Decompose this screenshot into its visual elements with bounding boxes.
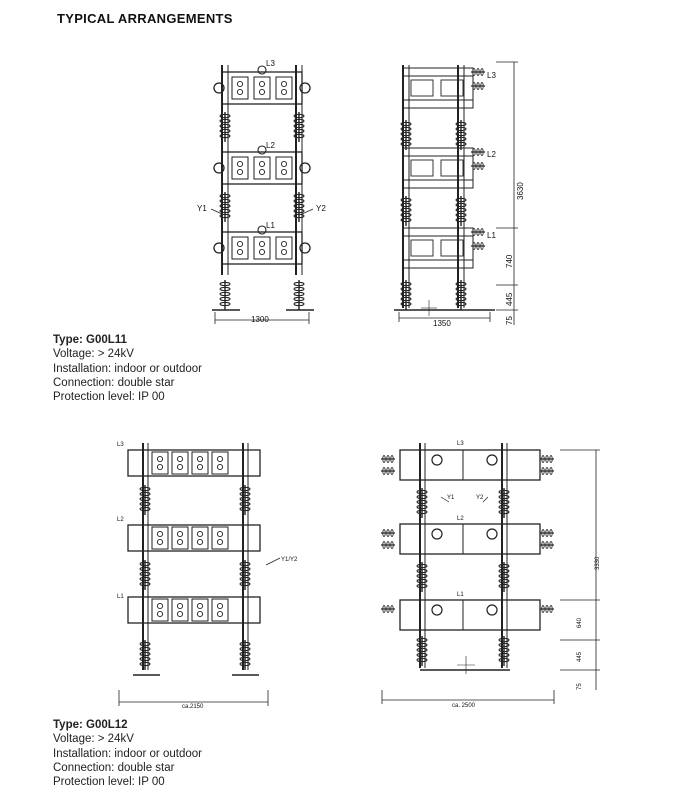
g00l11-spec-voltage: Voltage: > 24kV [53,348,134,361]
g00l12-front-width-dim: ca.2150 [182,704,204,710]
g00l12-front-label-y1y2: Y1/Y2 [281,557,298,563]
g00l12-front-label-l1: L1 [117,594,124,600]
g00l12-front-label-l2: L2 [117,517,124,523]
g00l11-side-height-dim: 3630 [516,182,525,200]
g00l11-side-dim-445: 445 [505,292,514,306]
g00l11-side-width-dim: 1350 [433,319,451,328]
g00l11-side-label-l1: L1 [487,231,496,240]
g00l12-side-dim-445: 445 [577,651,583,662]
g00l11-side-dim-75: 75 [505,316,514,325]
g00l11-side-label-l3: L3 [487,71,496,80]
g00l12-spec-protection: Protection level: IP 00 [53,776,165,789]
g00l12-spec-voltage: Voltage: > 24kV [53,733,134,746]
g00l12-side-label-y2: Y2 [476,495,484,501]
g00l12-type-label: Type: G00L12 [53,719,128,731]
g00l11-front-label-y1: Y1 [197,204,207,213]
g00l12-side-label-y1: Y1 [447,495,455,501]
g00l11-side-dim-740: 740 [505,254,514,268]
g00l11-front-label-l2: L2 [266,141,275,150]
g00l12-side-label-l3: L3 [457,441,464,447]
g00l12-side-height-dim: 3330 [595,556,601,570]
g00l12-front-label-l3: L3 [117,442,124,448]
g00l11-type-label: Type: G00L11 [53,334,127,346]
g00l11-spec-block [53,333,202,404]
g00l11-spec-installation: Installation: indoor or outdoor [53,362,202,375]
g00l11-front-label-l3: L3 [266,59,275,68]
g00l12-side-dim-75: 75 [577,683,583,690]
page-heading: TYPICAL ARRANGEMENTS [57,11,233,26]
g00l12-side-width-dim: ca. 2500 [452,703,476,709]
g00l12-spec-connection: Connection: double star [53,761,175,774]
g00l12-side-view [381,443,600,704]
g00l11-front-width-dim: 1300 [251,315,269,324]
g00l12-spec-block [53,718,202,789]
g00l12-side-label-l1: L1 [457,592,464,598]
g00l11-side-label-l2: L2 [487,150,496,159]
g00l11-front-label-l1: L1 [266,221,275,230]
g00l11-front-label-y2: Y2 [316,204,326,213]
g00l11-spec-protection: Protection level: IP 00 [53,391,165,404]
g00l12-spec-installation: Installation: indoor or outdoor [53,747,202,760]
g00l12-side-label-l2: L2 [457,516,464,522]
g00l11-front-view [211,65,314,324]
g00l11-side-view [394,62,518,325]
g00l12-front-view [119,443,280,706]
g00l11-spec-connection: Connection: double star [53,376,175,389]
g00l12-side-dim-640: 640 [577,617,583,628]
